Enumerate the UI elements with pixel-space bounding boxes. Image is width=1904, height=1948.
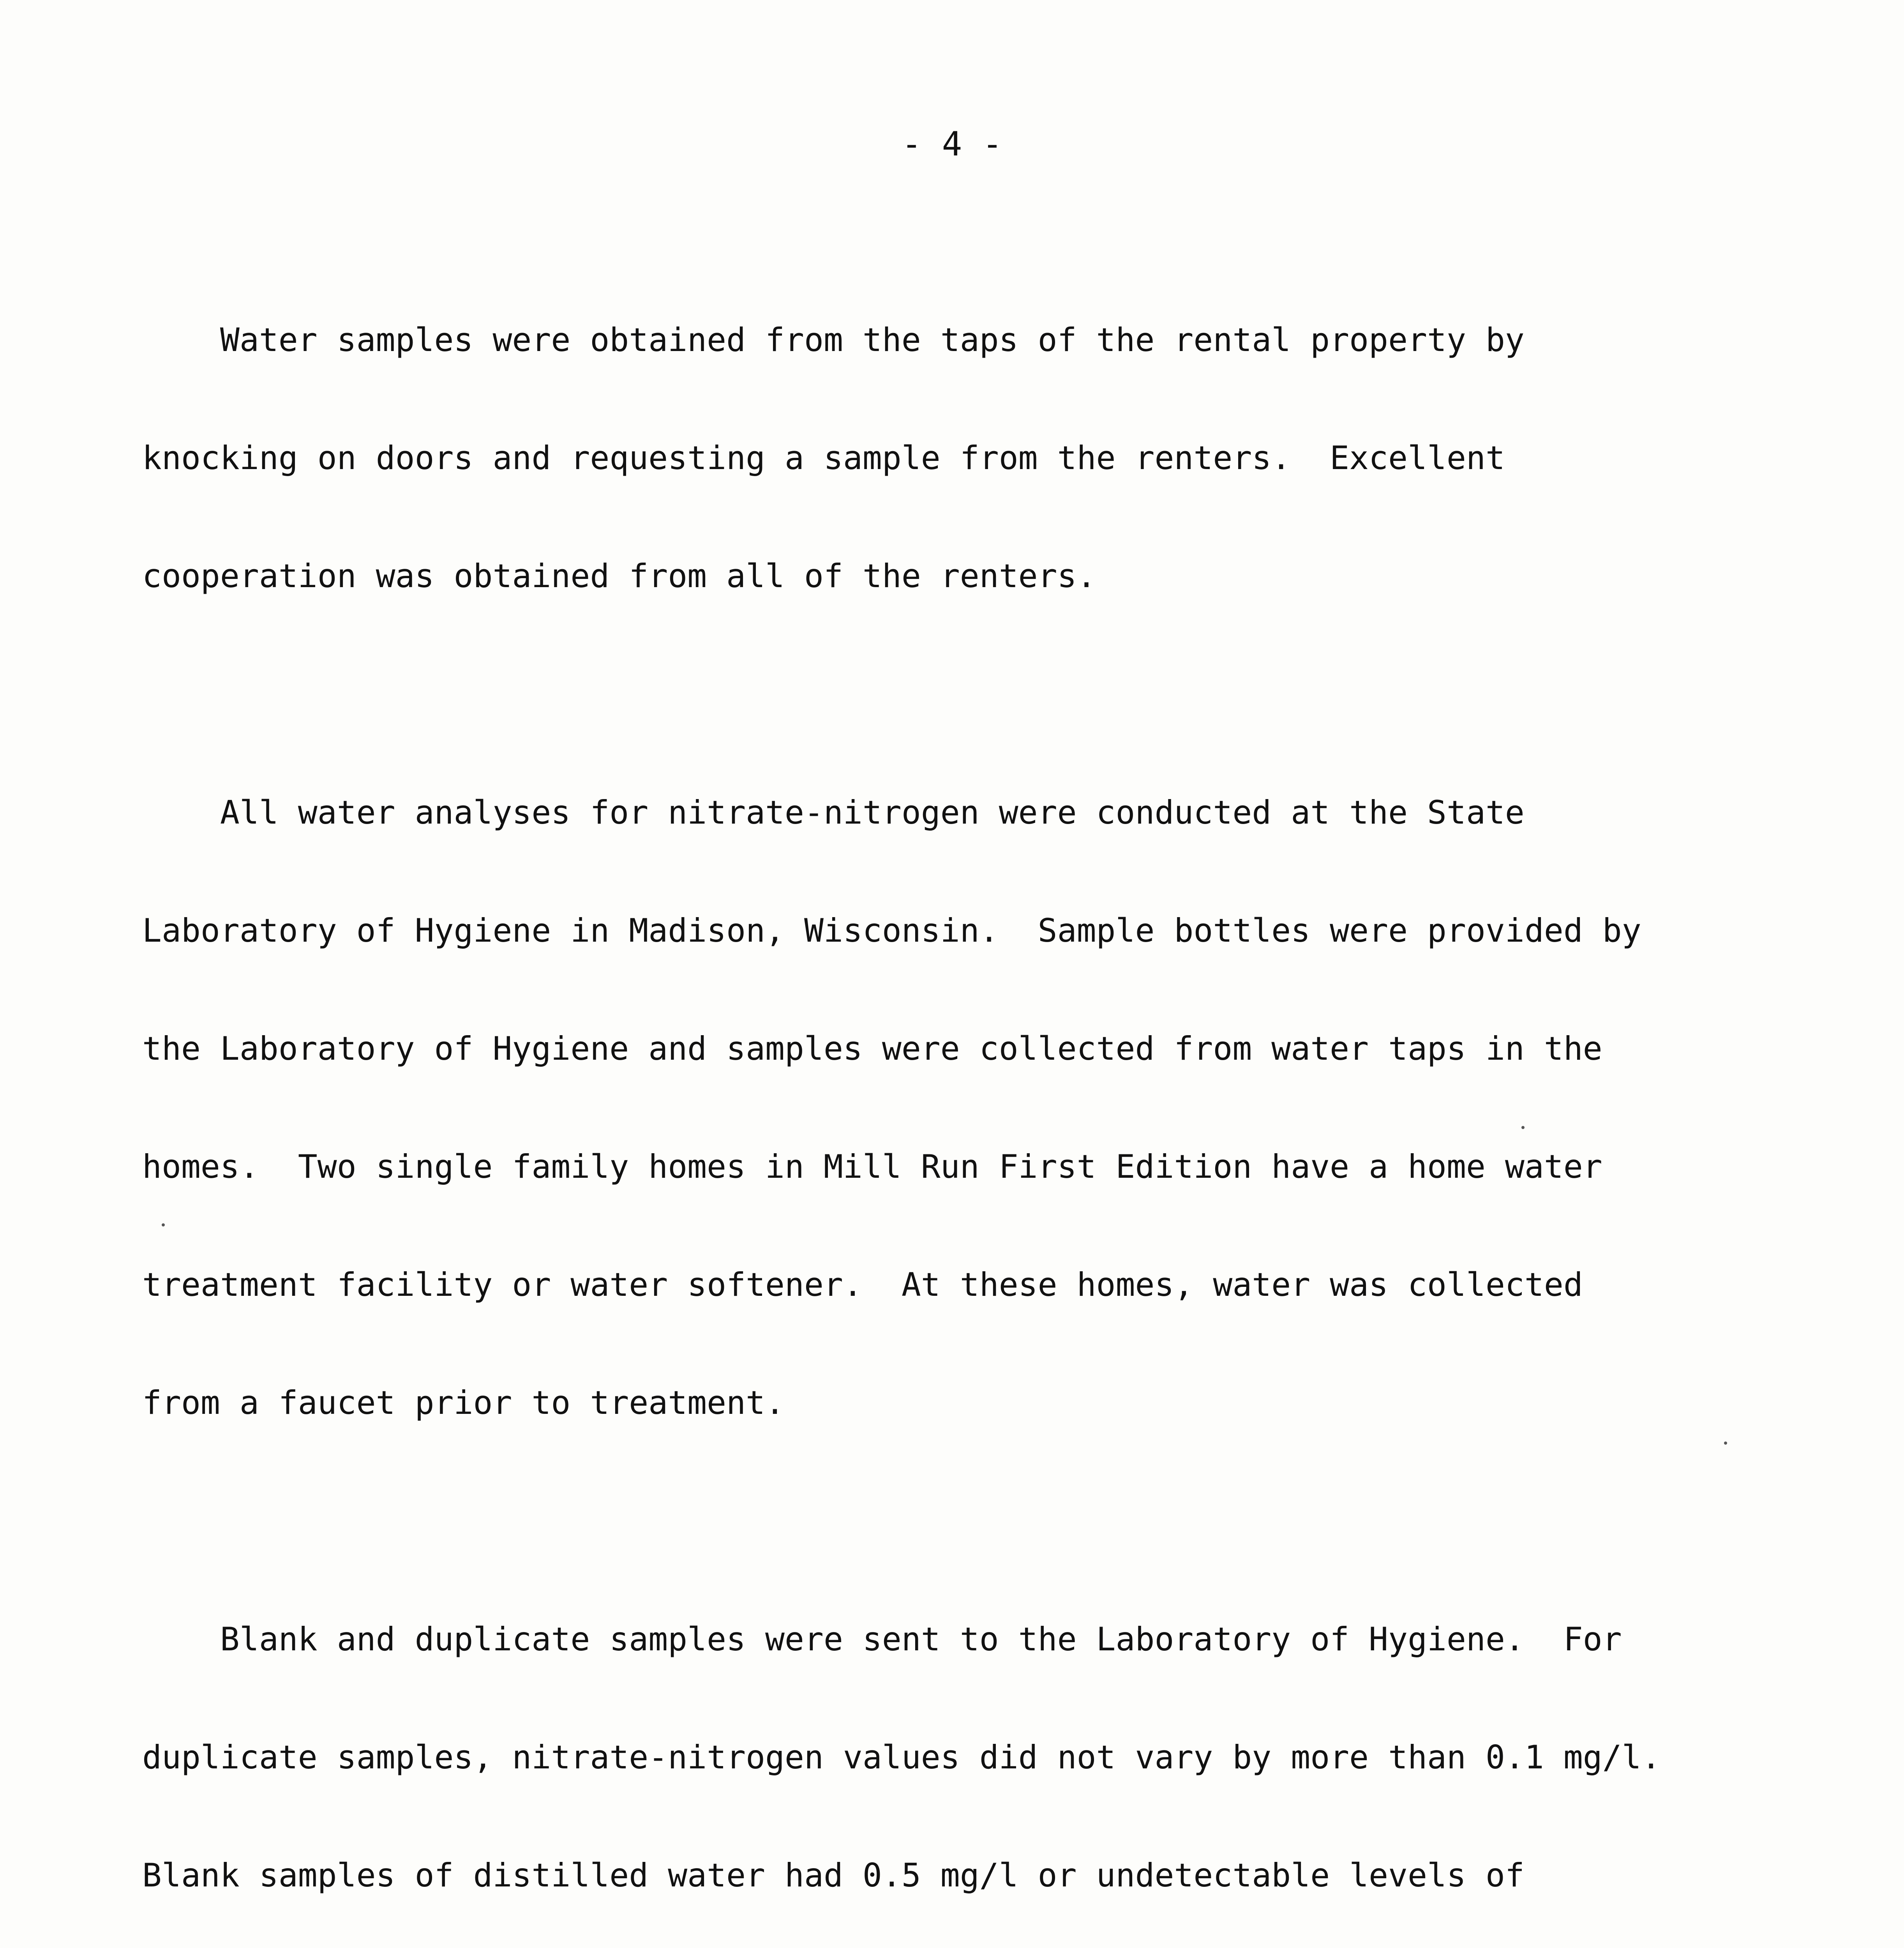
scan-speck <box>1521 1126 1525 1129</box>
text-line: the Laboratory of Hygiene and samples were collected from water taps in the <box>142 1030 1602 1068</box>
text-line: duplicate samples, nitrate-nitrogen values did not vary by more than 0.1 mg/l. <box>142 1738 1661 1776</box>
text-line: from a faucet prior to treatment. <box>142 1384 785 1422</box>
scan-speck <box>162 1223 165 1226</box>
paragraph-blank-duplicate <box>142 1541 1708 1948</box>
paragraph-water-analyses <box>142 714 1708 1501</box>
text-line: homes. Two single family homes in Mill Run First Edition have a home water <box>142 1148 1602 1186</box>
document-body <box>142 242 1708 1948</box>
text-line: Water samples were obtained from the taps of the rental property by <box>142 321 1525 359</box>
text-line: treatment facility or water softener. At these homes, water was collected <box>142 1266 1583 1304</box>
text-line: cooperation was obtained from all of the renters. <box>142 557 1096 595</box>
page-number: - 4 - <box>902 125 1002 164</box>
scan-speck <box>1724 1442 1727 1445</box>
text-line: Blank samples of distilled water had 0.5 mg/l or undetectable levels of <box>142 1856 1525 1894</box>
text-line: All water analyses for nitrate-nitrogen were conducted at the State <box>142 794 1525 831</box>
text-line: Blank and duplicate samples were sent to the Laboratory of Hygiene. For <box>142 1620 1622 1658</box>
text-line: knocking on doors and requesting a sample from the renters. Excellent <box>142 439 1505 477</box>
text-line: Laboratory of Hygiene in Madison, Wisconsin. Sample bottles were provided by <box>142 912 1641 949</box>
paragraph-water-samples <box>142 242 1708 674</box>
